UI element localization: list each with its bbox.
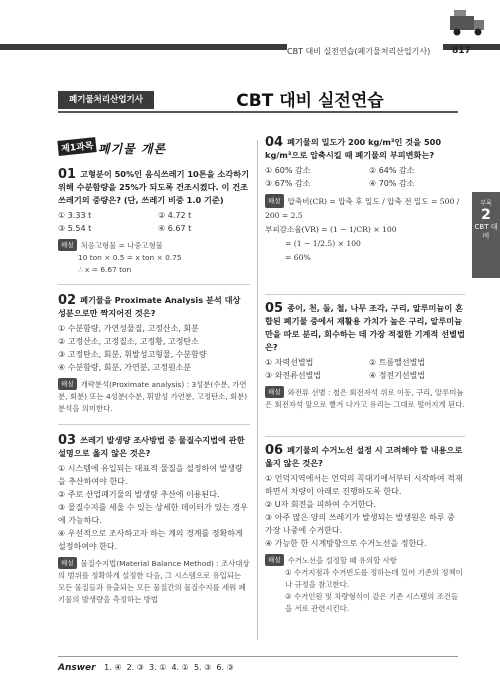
explanation-line: = 60% — [285, 253, 311, 262]
explanation-line: = (1 − 1/2.5) × 100 — [285, 239, 361, 248]
explanation-line: ② 수거인원 및 차량형식이 같은 기존 시스템의 조건들을 서로 관련시킨다. — [285, 592, 458, 613]
option: ④ 6.67 t — [158, 224, 192, 233]
explanation — [58, 239, 250, 276]
explanation-line: 수거노선을 설정할 때 유의할 사항 — [287, 556, 397, 565]
answer-item: 2. ③ — [126, 663, 144, 672]
explanation-line: 부피감소율(VR) = (1 − 1/CR) × 100 — [265, 225, 397, 234]
question-divider — [58, 284, 250, 285]
explanation-line: 압축비(CR) = 압축 후 밀도 / 압축 전 밀도 = 500 / 200 = 2.5 — [265, 197, 460, 220]
section-subject: 폐기물 개론 — [98, 142, 167, 156]
question-text: 쓰레기 발생량 조사방법 중 물질수지법에 관한 설명으로 옳지 않은 것은? — [58, 435, 245, 458]
subject-label: 폐기물처리산업기사 — [58, 91, 154, 109]
option: ① 자력선별법 — [265, 358, 314, 367]
question-01 — [58, 168, 250, 276]
explanation-badge: 해설 — [58, 239, 77, 251]
title-rule — [58, 111, 458, 113]
option: ① 시스템에 유입되는 대표적 물질을 설정하여 발생량을 추산하여야 한다. — [58, 464, 243, 486]
explanation — [265, 554, 465, 615]
answer-item: 6. ③ — [216, 663, 234, 672]
option: ① 3.33 t — [58, 211, 92, 220]
explanation — [265, 386, 465, 411]
running-title: CBT 대비 실전연습(폐기물처리산업기사) — [287, 40, 443, 60]
explanation-badge: 해설 — [265, 194, 284, 208]
option: ④ 가능한 한 시계방향으로 수거노선을 정한다. — [265, 539, 427, 548]
option: ① 수분함량, 가연성물질, 고정산소, 회분 — [58, 324, 199, 333]
explanation — [58, 378, 250, 415]
option: ① 60% 감소 — [265, 166, 311, 175]
option: ④ 우선적으로 조사하고자 하는 계의 경계를 정확하게 설정하여야 한다. — [58, 529, 243, 551]
question-text: 폐기물을 Proximate Analysis 분석 대상 성분으로만 짝지어진 것은? — [58, 295, 241, 318]
explanation-line: 10 ton × 0.5 = x ton × 0.75 — [78, 253, 182, 262]
option: ① 언덕지역에서는 언덕의 꼭대기에서부터 시작하여 적재하면서 차량이 아래로 진행하도록 한다. — [265, 474, 463, 496]
answer-item: 4. ① — [171, 663, 189, 672]
question-number: 02 — [58, 293, 77, 308]
option: ③ 물질수지를 세울 수 있는 상세한 데이터가 있는 경우에 가능하다. — [58, 503, 248, 525]
explanation — [265, 194, 465, 265]
question-03 — [58, 434, 250, 606]
explanation-badge: 해설 — [265, 554, 284, 566]
side-tab-label: CBT 대비 — [474, 223, 498, 240]
option: ② 트롬멜선별법 — [369, 358, 426, 367]
explanation-line: 물질수지법(Material Balance Method) : 조사대상의 범위를 정확하게 설정한 다음, 그 시스템으로 유입되는 모든 물질들과 유출되는 모든 물질간의 물질수지를 세워 폐기물의 발생량을 측정하는 방법 — [58, 559, 250, 604]
option: ② 고정산소, 고정질소, 고정황, 고정탄소 — [58, 337, 199, 346]
side-tab-prefix: 부록 — [480, 200, 492, 207]
explanation-line: 개략분석(Proximate analysis) : 3성분(수분, 가연분, 회분) 또는 4성분(수분, 휘발성 가연분, 고정탄소, 회분) 분석을 의미한다. — [58, 380, 248, 413]
option: ③ 와전류선별법 — [265, 371, 322, 380]
option: ④ 수분함량, 회분, 가연분, 고정원소분 — [58, 363, 192, 372]
question-text: 종이, 천, 돌, 철, 나무 조각, 구리, 알루미늄이 혼합된 폐기물 중에서 재활용 가치가 높은 구리, 알루미늄만을 따로 분리, 회수하는 데 가장 적절한 기계적 선별법은? — [265, 303, 465, 352]
truck-icon — [448, 8, 488, 38]
question-divider — [265, 294, 465, 295]
option: ③ 아주 많은 양의 쓰레기가 발생되는 발생원은 하루 중 가장 나중에 수거한다. — [265, 513, 455, 535]
explanation-badge: 해설 — [58, 378, 77, 390]
answer-item: 3. ① — [149, 663, 167, 672]
page-title: CBT 대비 실전연습 — [236, 91, 384, 111]
question-number: 03 — [58, 433, 77, 448]
explanation-line: ① 수거지점과 수거빈도를 정하는데 있어 기존의 정책이나 규정을 참고한다. — [285, 568, 463, 589]
question-divider — [58, 424, 250, 425]
explanation-line: ∴ x = 6.67 ton — [78, 265, 132, 274]
option: ④ 정전기선별법 — [369, 371, 426, 380]
question-text: 폐기물의 수거노선 설정 시 고려해야 할 내용으로 옳지 않은 것은? — [265, 445, 463, 468]
question-05 — [265, 302, 465, 411]
side-tab-number: 2 — [481, 207, 491, 223]
question-04 — [265, 136, 465, 265]
option: ④ 70% 감소 — [369, 179, 415, 188]
explanation-line: 처음고형물 = 나중고형물 — [80, 241, 163, 250]
answer-item: 5. ③ — [193, 663, 212, 672]
question-number: 06 — [265, 443, 284, 458]
question-number: 05 — [265, 301, 284, 316]
question-02 — [58, 294, 250, 415]
answer-label: Answer — [58, 663, 96, 673]
question-text: 고형분이 50%인 음식쓰레기 10톤을 소각하기 위해 수분함량을 25%가 되도록 건조시켰다. 이 건조쓰레기의 중량은? (단, 쓰레기 비중 1.0 기준) — [58, 169, 250, 205]
explanation-badge: 해설 — [58, 557, 77, 569]
option: ② U자 회전을 피하여 수거한다. — [265, 500, 376, 509]
answer-item: 1. ④ — [104, 663, 122, 672]
page-number: 817 — [452, 46, 471, 56]
section-part: 제1과목 — [57, 137, 97, 156]
option: ② 4.72 t — [158, 211, 192, 220]
option: ② 주로 산업폐기물의 발생량 추산에 이용된다. — [58, 490, 220, 499]
question-text: 폐기물의 밀도가 200 kg/m³인 것을 500 kg/m³으로 압축시킬 때 폐기물의 부피변화는? — [265, 137, 442, 160]
option: ③ 67% 감소 — [265, 179, 311, 188]
option: ③ 5.54 t — [58, 224, 92, 233]
explanation-badge: 해설 — [265, 386, 284, 398]
question-divider — [265, 436, 465, 437]
explanation — [58, 557, 250, 606]
question-number: 01 — [58, 167, 77, 182]
section-heading — [58, 137, 168, 165]
side-tab — [472, 192, 500, 278]
question-06 — [265, 444, 465, 615]
column-divider — [257, 140, 258, 640]
option: ③ 고정탄소, 회분, 휘발성고형물, 수분함량 — [58, 350, 207, 359]
option: ② 64% 감소 — [369, 166, 415, 175]
explanation-line: 와전류 선별 : 철은 회전자석 위로 이동, 구리, 알루미늄은 회전자석 앞으로 빨겨 나가고 유리는 그대로 떨어지게 된다. — [265, 388, 465, 409]
question-number: 04 — [265, 135, 284, 150]
answer-bar — [58, 656, 458, 673]
